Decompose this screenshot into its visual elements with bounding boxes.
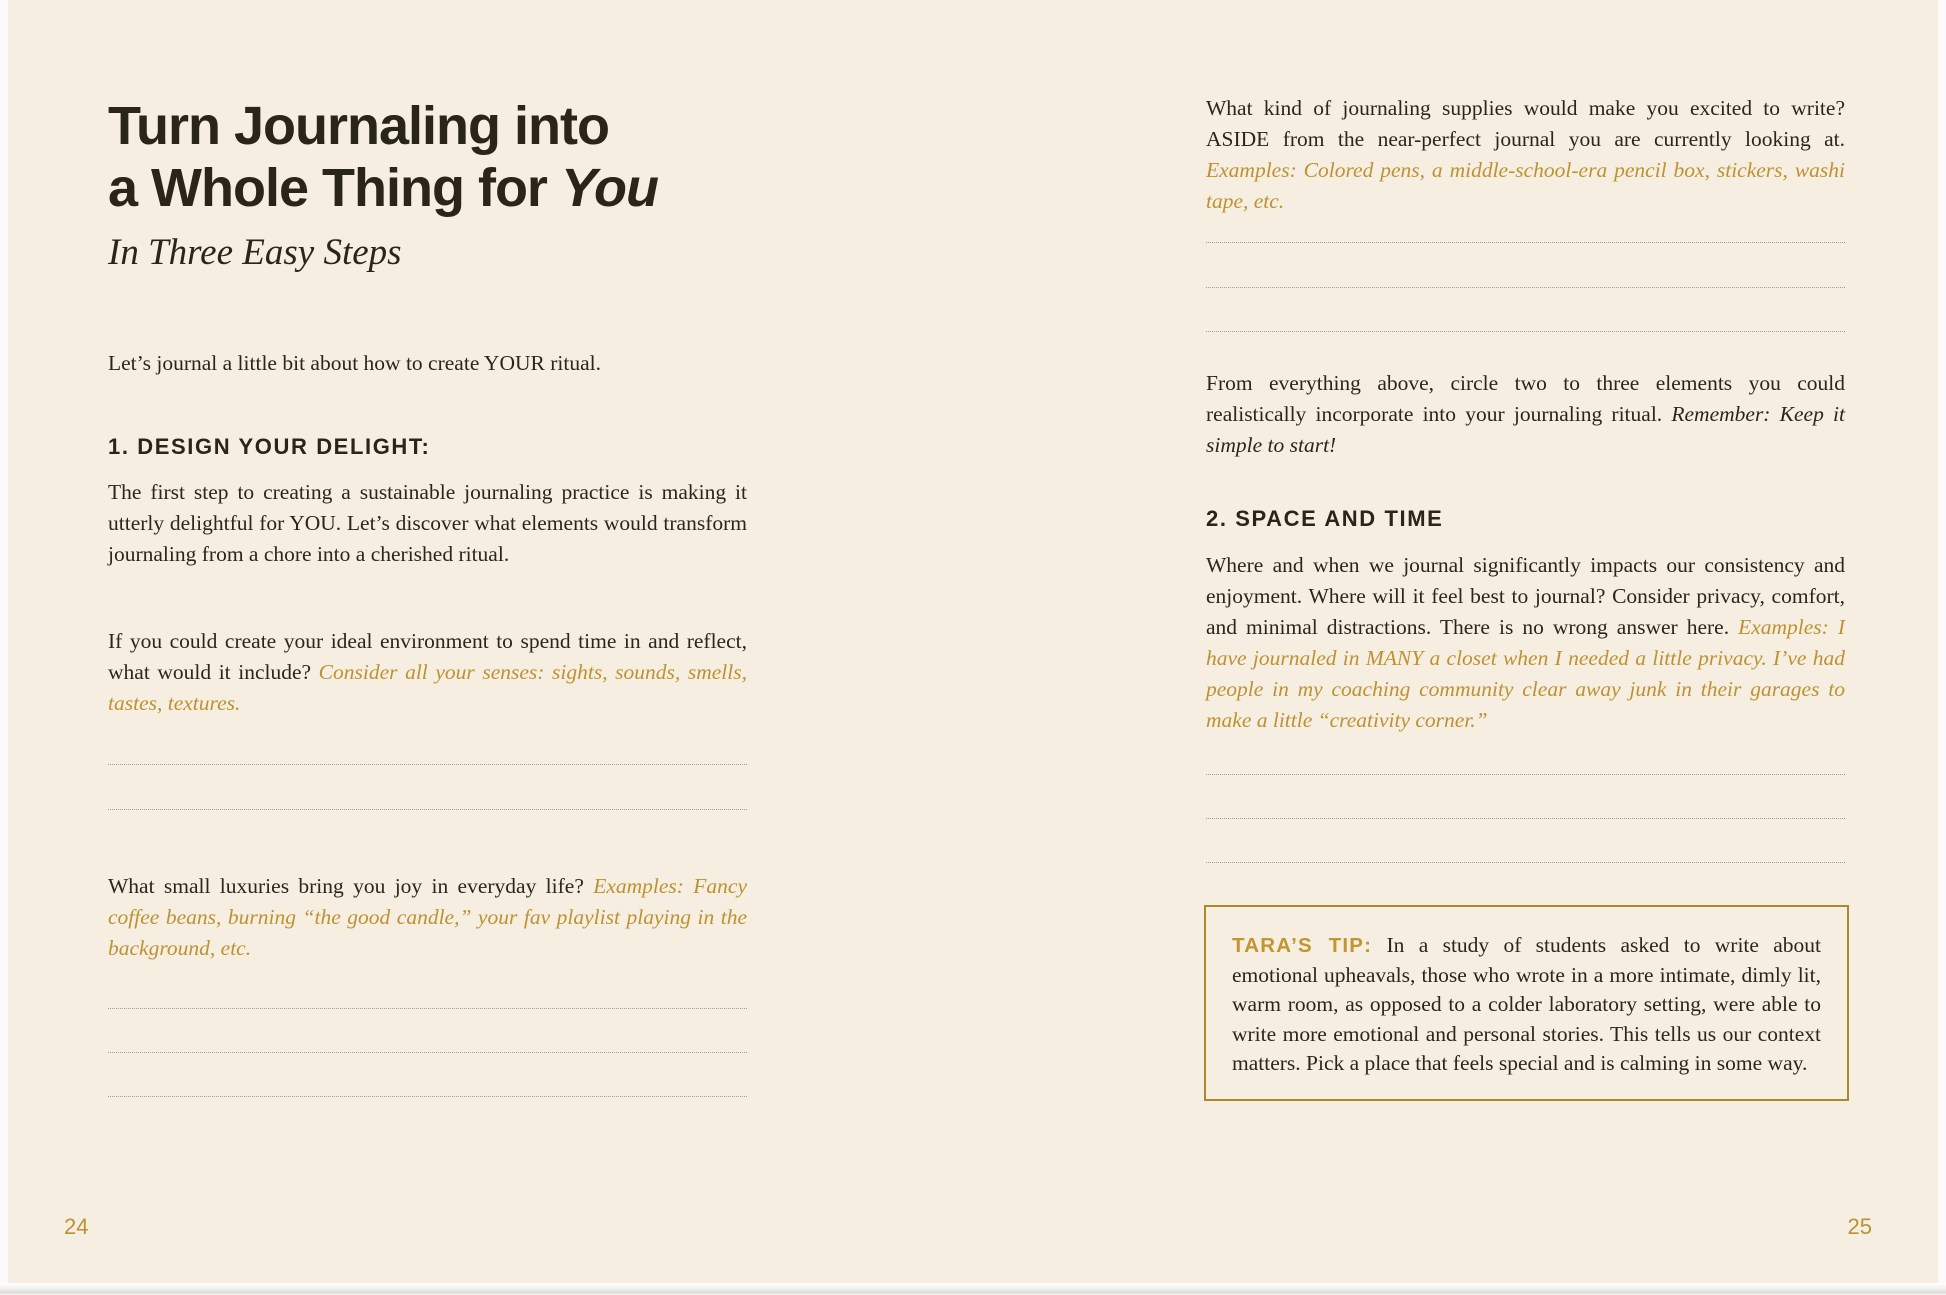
question-ideal-environment <box>108 626 747 719</box>
section-2-paragraph <box>1206 550 1845 736</box>
writing-line <box>108 809 747 810</box>
page-number-left: 24 <box>64 1214 89 1239</box>
intro-text: Let’s journal a little bit about how to create YOUR ritual. <box>108 351 601 375</box>
chapter-title-line1: Turn Journaling into <box>108 96 609 156</box>
section-1-paragraph: The first step to creating a sustainable journaling practice is making it utterly delightful for YOU. Let’s discover what elements would transform journaling from a chore into a cherished ritual. <box>108 480 747 566</box>
taras-tip-box <box>1204 905 1849 1101</box>
circle-elements-text: From everything above, circle two to three elements you could realistically incorporate into your journaling ritual. <box>1206 371 1845 426</box>
writing-line <box>1206 818 1845 819</box>
book-page-edge <box>0 1283 1946 1295</box>
chapter-title <box>108 95 788 219</box>
section-1-heading: 1. DESIGN YOUR DELIGHT: <box>108 434 431 459</box>
taras-tip <box>1232 931 1821 1079</box>
chapter-title-line2 <box>108 157 788 219</box>
question-supplies-text: What kind of journaling supplies would make you excited to write? ASIDE from the near-perfect journal you are currently looking at. <box>1206 96 1845 151</box>
writing-line <box>1206 331 1845 332</box>
writing-line <box>1206 242 1845 243</box>
book-spread <box>8 0 1938 1283</box>
writing-line <box>1206 287 1845 288</box>
question-supplies-example: Examples: Colored pens, a middle-school-era pencil box, stickers, washi tape, etc. <box>1206 158 1845 213</box>
question-ideal-environment-example: Consider all your senses: sights, sounds, smells, tastes, textures. <box>108 660 747 715</box>
taras-tip-text: In a study of students asked to write about emotional upheavals, those who wrote in a more intimate, dimly lit, warm room, as opposed to a colder laboratory setting, were able to write more emotional and personal stories. This tells us our context matters. Pick a place that feels special and is calming in some way. <box>1232 933 1822 1075</box>
writing-line <box>1206 774 1845 775</box>
page-number-right: 25 <box>1847 1214 1872 1239</box>
question-small-luxuries-example: Examples: Fancy coffee beans, burning “the good candle,” your fav playlist playing in the background, etc. <box>108 874 747 960</box>
section-2-heading: 2. SPACE AND TIME <box>1206 506 1444 531</box>
chapter-title-line2-regular: a Whole Thing for <box>108 158 561 218</box>
circle-elements-reminder: Remember: Keep it simple to start! <box>1206 402 1845 457</box>
section-2-paragraph-text: Where and when we journal significantly impacts our consistency and enjoyment. Where will it feel best to journal? Consider privacy, comfort, and minimal distractions. There is no wrong answer here. <box>1206 553 1845 639</box>
question-ideal-environment-text: If you could create your ideal environment to spend time in and reflect, what would it include? <box>108 629 747 684</box>
writing-line <box>108 1008 747 1009</box>
question-small-luxuries-text: What small luxuries bring you joy in everyday life? <box>108 874 594 898</box>
writing-line <box>108 1052 747 1053</box>
chapter-title-line2-italic: You <box>560 158 658 218</box>
writing-line <box>1206 862 1845 863</box>
chapter-subtitle: In Three Easy Steps <box>108 232 402 273</box>
circle-elements-instruction <box>1206 368 1845 461</box>
question-small-luxuries <box>108 871 747 964</box>
writing-line <box>108 764 747 765</box>
question-supplies <box>1206 93 1845 217</box>
writing-line <box>108 1096 747 1097</box>
taras-tip-label: TARA’S TIP: <box>1232 934 1373 957</box>
section-2-paragraph-example: Examples: I have journaled in MANY a closet when I needed a little privacy. I’ve had people in my coaching community clear away junk in their garages to make a little “creativity corner.” <box>1206 615 1845 732</box>
